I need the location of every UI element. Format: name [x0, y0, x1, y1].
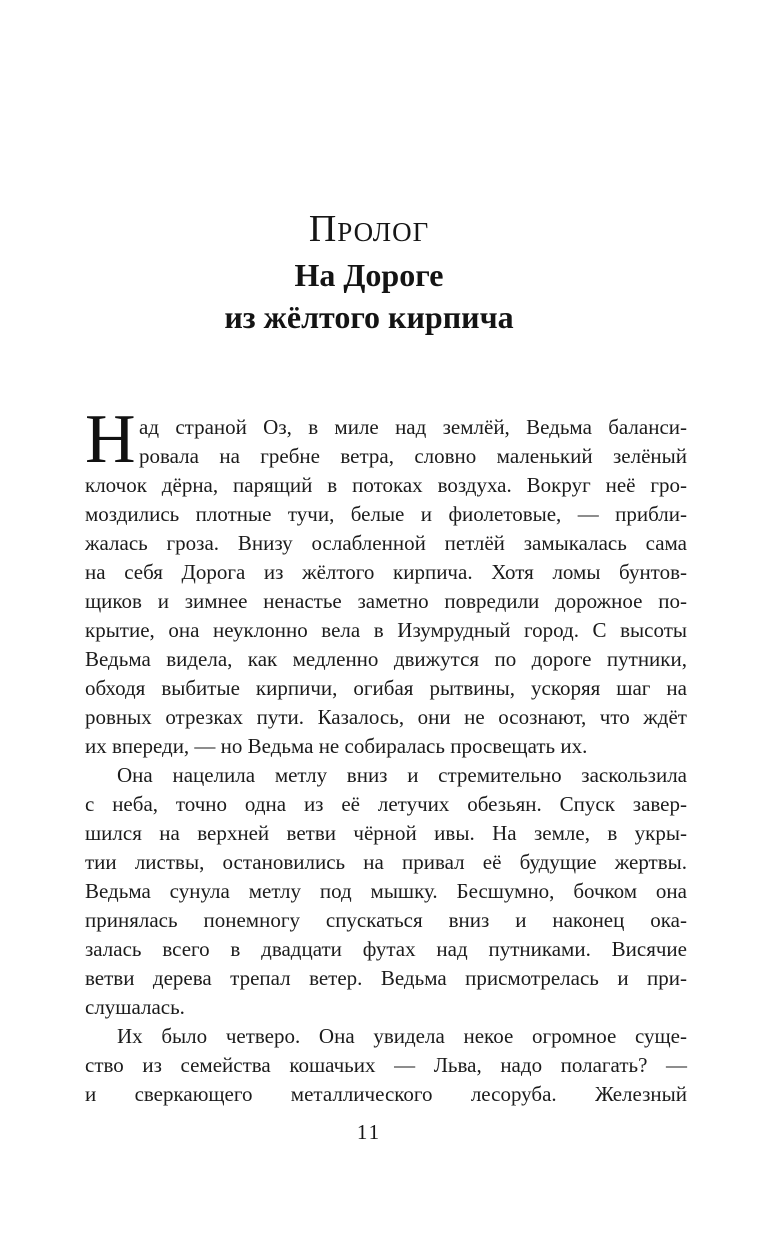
- text-line: Ведьма видела, как медленно движутся по дороге путники,: [85, 647, 687, 671]
- text-line: крытие, она неуклонно вела в Изумрудный город. С высоты: [85, 618, 687, 642]
- text-line: шился на верхней ветви чёрной ивы. На земле, в укры-: [85, 821, 687, 845]
- text-line: ство из семейства кошачьих — Льва, надо полагать? —: [85, 1053, 687, 1077]
- text-line: Она нацелила метлу вниз и стремительно заскользила: [117, 763, 687, 787]
- text-line: Их было четверо. Она увидела некое огромное суще-: [117, 1024, 687, 1048]
- paragraph: [85, 1022, 687, 1109]
- text-line: с неба, точно одна из её летучих обезьян. Спуск завер-: [85, 792, 687, 816]
- text-line: их впереди, — но Ведьма не собиралась просвещать их.: [85, 734, 588, 758]
- text-line: на себя Дорога из жёлтого кирпича. Хотя ломы бунтов-: [85, 560, 687, 584]
- text-line: ад страной Оз, в миле над землёй, Ведьма баланси-: [139, 415, 687, 439]
- text-line: клочок дёрна, парящий в потоках воздуха. Вокруг неё гро-: [85, 473, 687, 497]
- text-line: ровала на гребне ветра, словно маленький зелёный: [139, 444, 687, 468]
- chapter-title-line-1: На Дороге: [294, 257, 444, 293]
- section-label: Пролог: [308, 208, 430, 250]
- text-line: ветви дерева трепал ветер. Ведьма присмотрелась и при-: [85, 966, 687, 990]
- text-line: принялась понемногу спускаться вниз и наконец ока-: [85, 908, 687, 932]
- text-line: щиков и зимнее ненастье заметно повредили дорожное по-: [85, 589, 687, 613]
- text-line: обходя выбитые кирпичи, огибая рытвины, ускоряя шаг на: [85, 676, 687, 700]
- paragraph: [85, 761, 687, 1022]
- chapter-title: [68, 254, 670, 338]
- text-line: ровных отрезках пути. Казалось, они не осознают, что ждёт: [85, 705, 687, 729]
- drop-cap: Н: [85, 401, 136, 478]
- text-line: тии листвы, остановились на привал её будущие жертвы.: [85, 850, 687, 874]
- text-line: Ведьма сунула метлу под мышку. Бесшумно, бочком она: [85, 879, 687, 903]
- page-number: 11: [356, 1120, 382, 1144]
- chapter-title-line-2: из жёлтого кирпича: [224, 299, 514, 335]
- body-text: [85, 401, 687, 1109]
- text-line: жалась гроза. Внизу ослабленной петлёй замыкалась сама: [85, 531, 687, 555]
- text-line: моздились плотные тучи, белые и фиолетовые, — прибли-: [85, 502, 687, 526]
- text-line: залась всего в двадцати футах над путниками. Висячие: [85, 937, 687, 961]
- text-line: и сверкающего металлического лесоруба. Железный: [85, 1082, 687, 1106]
- text-line: слушалась.: [85, 995, 185, 1019]
- paragraph: [85, 401, 687, 761]
